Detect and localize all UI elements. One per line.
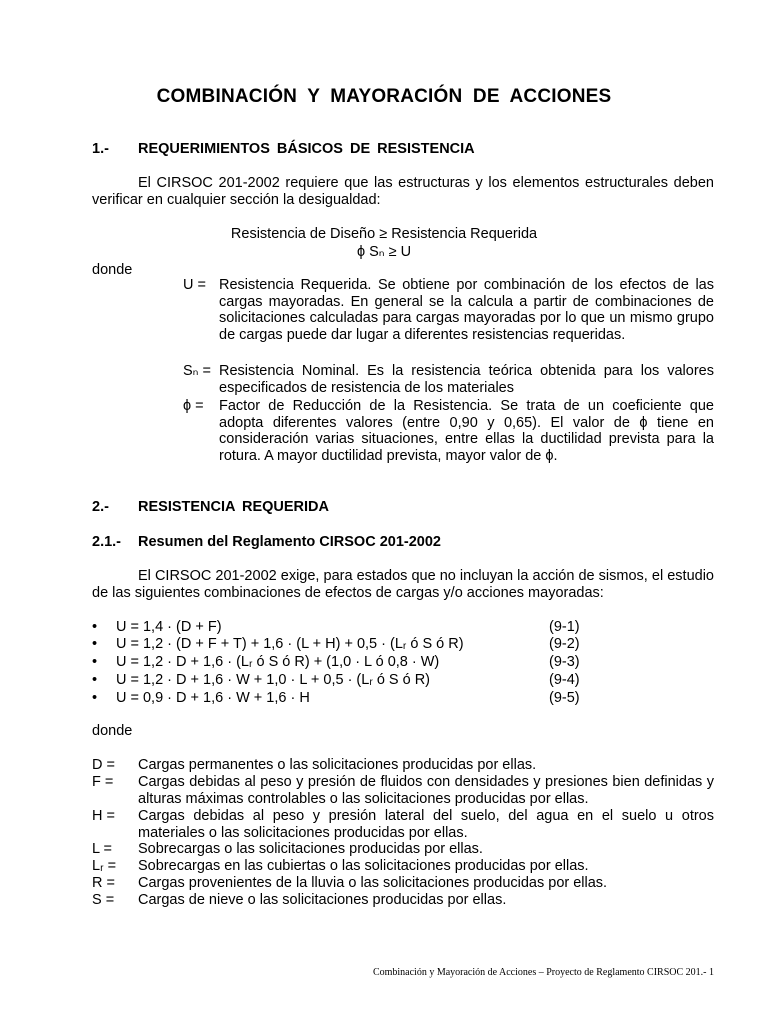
- section-number: 1.-: [92, 141, 109, 157]
- bullet-icon: •: [92, 690, 98, 706]
- equation-ref: (9-1): [549, 619, 580, 635]
- variable-text: Cargas permanentes o las solicitaciones producidas por ellas.: [138, 757, 537, 773]
- variable-symbol: S =: [92, 892, 115, 908]
- page-footer: Combinación y Mayoración de Acciones – Proyecto de Reglamento CIRSOC 201.- 1: [372, 967, 714, 978]
- definition-item: [183, 363, 714, 396]
- bullet-icon: •: [92, 672, 98, 688]
- variable-text: Cargas de nieve o las solicitaciones producidas por ellas.: [138, 892, 507, 908]
- combination-item: [92, 690, 712, 707]
- section-1-intro: El CIRSOC 201-2002 requiere que las estructuras y los elementos estructurales deben verificar en cualquier sección la desigualdad:: [92, 175, 714, 208]
- variable-symbol: L =: [92, 841, 113, 857]
- combination-item: [92, 619, 712, 636]
- inequality-line-2: ϕ Sₙ ≥ U: [356, 244, 412, 260]
- section-title: REQUERIMIENTOS BÁSICOS DE RESISTENCIA: [138, 141, 475, 157]
- subsection-number: 2.1.-: [92, 534, 122, 550]
- section-number: 2.-: [92, 499, 109, 515]
- definition-symbol: ϕ =: [183, 398, 204, 414]
- equation-ref: (9-4): [549, 672, 580, 688]
- subsection-2-1-heading: [92, 534, 441, 550]
- combination-formula: U = 0,9 · D + 1,6 · W + 1,6 · H: [116, 690, 310, 706]
- variable-item: [92, 808, 714, 841]
- combination-formula: U = 1,2 · D + 1,6 · W + 1,0 · L + 0,5 · (Lᵣ ó S ó R): [116, 672, 431, 688]
- equation-ref: (9-5): [549, 690, 580, 706]
- variable-symbol: H =: [92, 808, 115, 824]
- equation-ref: (9-2): [549, 636, 580, 652]
- definition-text: Resistencia Nominal. Es la resistencia teórica obtenida para los valores especificados de resistencia de los materiales: [219, 363, 714, 396]
- combination-formula: U = 1,2 · D + 1,6 · (Lᵣ ó S ó R) + (1,0 · L ó 0,8 · W): [116, 654, 440, 670]
- inequality-line-1: Resistencia de Diseño ≥ Resistencia Requerida: [230, 226, 538, 242]
- variable-symbol: F =: [92, 774, 114, 790]
- variable-item: [92, 774, 714, 807]
- section-2-heading: [92, 499, 329, 515]
- donde-label: donde: [92, 723, 133, 739]
- combination-item: [92, 672, 712, 689]
- variable-text: Cargas provenientes de la lluvia o las solicitaciones producidas por ellas.: [138, 875, 608, 891]
- variable-text: Cargas debidas al peso y presión de fluidos con densidades y presiones bien definidas y alturas máximas controlables o las solicitaciones producidas por ellas.: [138, 774, 714, 807]
- section-2-intro: El CIRSOC 201-2002 exige, para estados que no incluyan la acción de sismos, el estudio de las siguientes combinaciones de efectos de cargas y/o acciones mayoradas:: [92, 568, 714, 601]
- variable-item: [92, 858, 714, 875]
- definition-text: Resistencia Requerida. Se obtiene por combinación de los efectos de las cargas mayoradas. En general se la calcula a partir de combinaciones de solicitaciones calculadas para cargas mayoradas por lo que un mismo grupo de cargas puede dar lugar a diferentes resistencias requeridas.: [219, 277, 714, 343]
- bullet-icon: •: [92, 636, 98, 652]
- variable-symbol: R =: [92, 875, 115, 891]
- equation-ref: (9-3): [549, 654, 580, 670]
- variable-item: [92, 757, 714, 774]
- definition-symbol: U =: [183, 277, 206, 293]
- definition-item: [183, 277, 714, 343]
- donde-label: donde: [92, 262, 133, 278]
- definition-item: [183, 398, 714, 464]
- bullet-icon: •: [92, 619, 98, 635]
- variable-item: [92, 841, 714, 858]
- variable-text: Sobrecargas o las solicitaciones producidas por ellas.: [138, 841, 483, 857]
- page-title: COMBINACIÓN Y MAYORACIÓN DE ACCIONES: [156, 86, 612, 107]
- section-1-heading: [92, 141, 475, 157]
- variable-symbol: Lᵣ =: [92, 858, 117, 874]
- combination-formula: U = 1,2 · (D + F + T) + 1,6 · (L + H) + 0,5 · (Lᵣ ó S ó R): [116, 636, 464, 652]
- bullet-icon: •: [92, 654, 98, 670]
- variable-text: Cargas debidas al peso y presión lateral del suelo, del agua en el suelo u otros materiales o las solicitaciones producidas por ellas.: [138, 808, 714, 841]
- combination-item: [92, 636, 712, 653]
- combination-formula: U = 1,4 · (D + F): [116, 619, 222, 635]
- combination-item: [92, 654, 712, 671]
- variable-item: [92, 875, 714, 892]
- definition-text: Factor de Reducción de la Resistencia. Se trata de un coeficiente que adopta diferentes valores (entre 0,90 y 0,65). El valor de ϕ tiene en consideración varias situaciones, entre ellas la ductilidad prevista para la rotura. A mayor ductilidad prevista, mayor valor de ϕ.: [219, 398, 714, 464]
- variable-item: [92, 892, 714, 909]
- section-title: RESISTENCIA REQUERIDA: [138, 499, 329, 515]
- definition-symbol: Sₙ =: [183, 363, 211, 379]
- subsection-title: Resumen del Reglamento CIRSOC 201-2002: [138, 534, 441, 550]
- variable-text: Sobrecargas en las cubiertas o las solicitaciones producidas por ellas.: [138, 858, 589, 874]
- variable-symbol: D =: [92, 757, 115, 773]
